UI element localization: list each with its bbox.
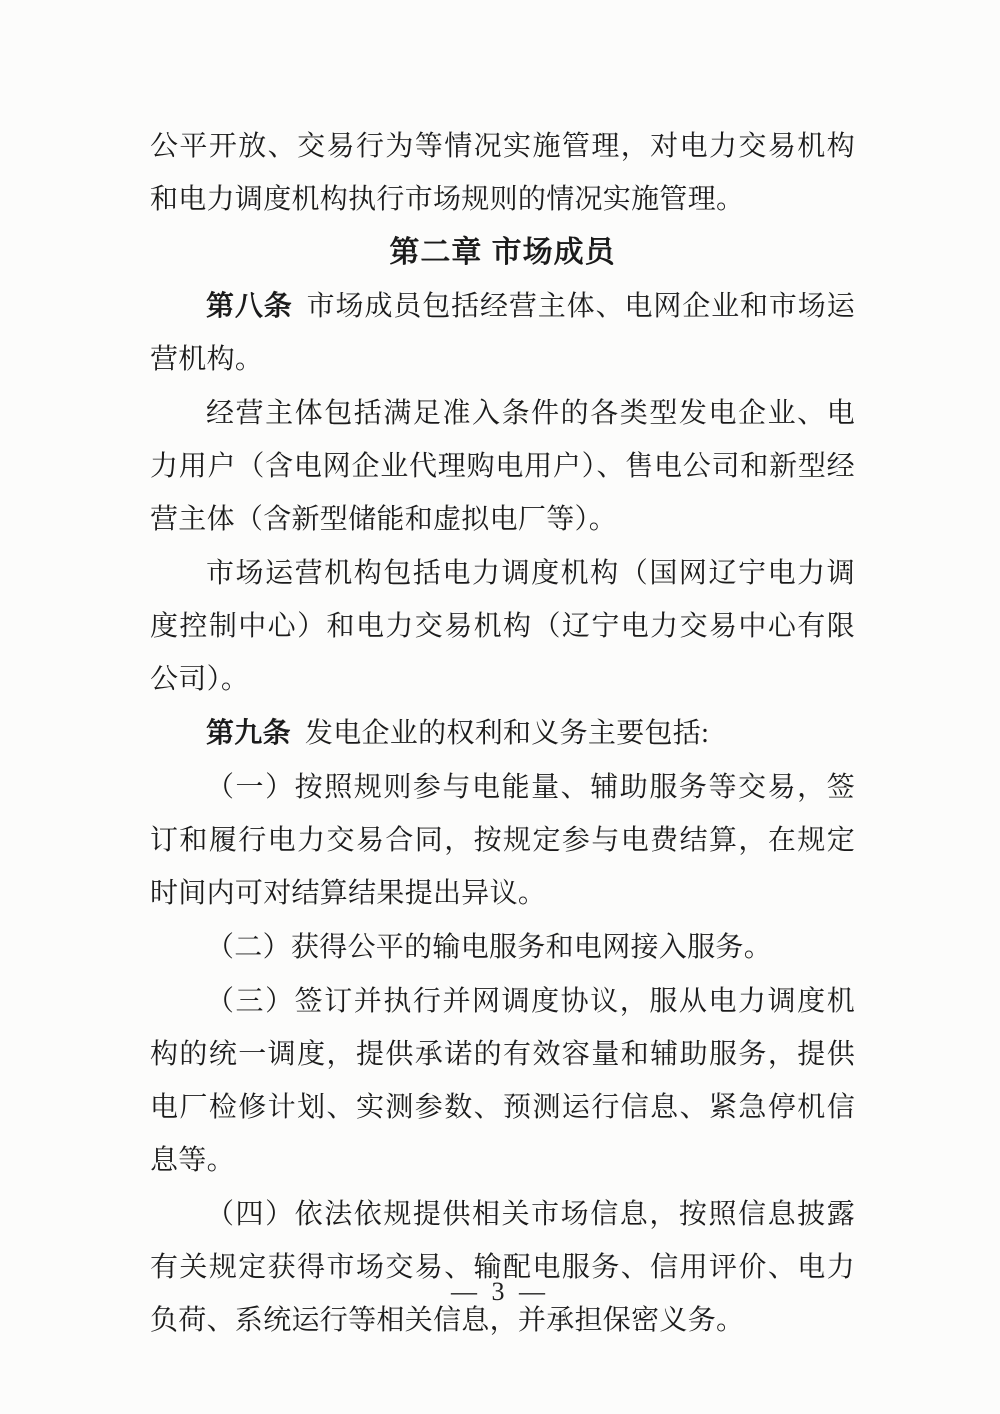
- paragraph-text: （一）按照规则参与电能量、辅助服务等交易，签订和履行电力交易合同，按规定参与电费结算，在规定时间内可对结算结果提出异议。: [150, 772, 855, 909]
- list-item-paragraph: [150, 1187, 855, 1347]
- paragraph-text: （二）获得公平的输电服务和电网接入服务。: [206, 932, 773, 963]
- paragraph-text: 发电企业的权利和义务主要包括:: [304, 718, 710, 749]
- paragraph-text: 市场成员包括经营主体、电网企业和市场运营机构。: [150, 291, 855, 375]
- continuation-paragraph: [150, 120, 855, 226]
- paragraph-text: （三）签订并执行并网调度协议，服从电力调度机构的统一调度，提供承诺的有效容量和辅助服务，提供电厂检修计划、实测参数、预测运行信息、紧急停机信息等。: [150, 986, 855, 1176]
- body-paragraph: [150, 386, 855, 546]
- list-item-paragraph: [150, 974, 855, 1187]
- paragraph-text: 经营主体包括满足准入条件的各类型发电企业、电力用户（含电网企业代理购电用户）、售电公司和新型经营主体（含新型储能和虚拟电厂等）。: [150, 398, 855, 535]
- chapter-heading: 第二章 市场成员: [389, 236, 616, 269]
- body-paragraph: [150, 546, 855, 706]
- article-paragraph: [150, 279, 855, 386]
- paragraph-text: 公平开放、交易行为等情况实施管理，对电力交易机构和电力调度机构执行市场规则的情况实施管理。: [150, 131, 855, 215]
- list-item-paragraph: [150, 760, 855, 920]
- paragraph-text: （四）依法依规提供相关市场信息，按照信息披露有关规定获得市场交易、输配电服务、信用评价、电力负荷、系统运行等相关信息，并承担保密义务。: [150, 1199, 855, 1336]
- page-number: — 3 —: [451, 1277, 549, 1306]
- article-number: 第九条: [206, 717, 291, 748]
- article-number: 第八条: [206, 290, 293, 321]
- paragraph-text: 市场运营机构包括电力调度机构（国网辽宁电力调度控制中心）和电力交易机构（辽宁电力交易中心有限公司）。: [150, 558, 855, 695]
- list-item-paragraph: [150, 920, 855, 974]
- article-paragraph: [150, 706, 855, 760]
